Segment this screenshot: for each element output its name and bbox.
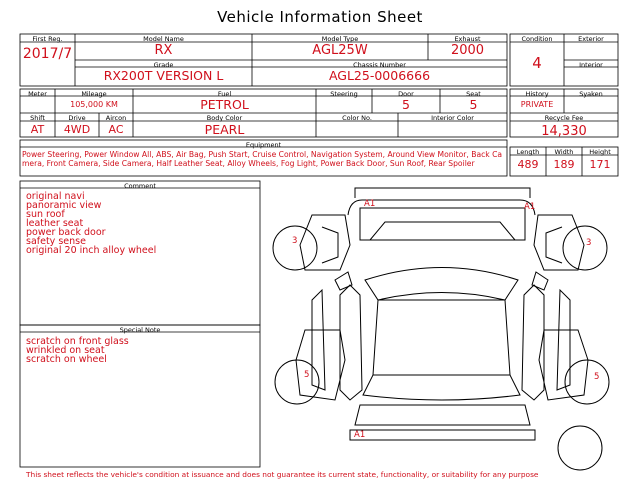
damage-mark-a1-front-left: A1	[364, 199, 376, 209]
body-color-value: PEARL	[204, 122, 245, 137]
chassis-label: Chassis Number	[353, 61, 406, 69]
aircon-label: Aircon	[105, 114, 127, 122]
first-reg-label: First Reg.	[32, 35, 63, 43]
shift-value: AT	[30, 123, 45, 136]
interior-label: Interior	[579, 61, 603, 69]
model-type-label: Model Type	[321, 35, 359, 43]
left-rear-fender	[296, 330, 345, 400]
door-label: Door	[398, 90, 414, 98]
wheel-front-right	[563, 226, 607, 270]
aircon-value: AC	[108, 123, 124, 136]
seat-value: 5	[469, 97, 478, 112]
comment-label: Comment	[124, 182, 156, 190]
damage-mark-wheel-front-left: 3	[292, 236, 298, 246]
model-name-label: Model Name	[143, 35, 184, 43]
damage-mark-wheel-rear-right: 5	[594, 372, 600, 382]
equipment-text: Power Steering, Power Window All, ABS, Air Bag, Push Start, Cruise Control, Navigation System, Around View Monitor, Back Camera, Front Camera, Side Camera, Half Leather Seat, Alloy Wheels, Fog Light, Power Back Door, Sun Roof, Rear Spoiler	[22, 150, 503, 168]
grade-value: RX200T VERSION L	[103, 68, 224, 83]
mileage-label: Mileage	[81, 90, 107, 98]
exhaust-value: 2000	[450, 43, 485, 58]
condition-label: Condition	[521, 35, 553, 43]
first-reg-value: 2017/7	[22, 46, 73, 62]
wheel-front-left	[273, 226, 317, 270]
special-note-label: Special Note	[119, 326, 161, 334]
recycle-fee-label: Recycle Fee	[544, 114, 584, 122]
rear-window-outline	[363, 375, 520, 400]
list-item: scratch on wheel	[26, 354, 107, 365]
list-item: power back door	[26, 227, 106, 238]
right-mirror	[532, 272, 548, 290]
color-no-label: Color No.	[342, 114, 372, 122]
damage-mark-a1-front-right: A1	[524, 202, 536, 212]
shift-label: Shift	[30, 114, 45, 122]
length-label: Length	[516, 148, 540, 156]
drive-value: 4WD	[63, 123, 91, 136]
list-item: sun roof	[26, 209, 65, 220]
door-value: 5	[402, 97, 410, 112]
model-name-value: RX	[154, 43, 173, 58]
seat-label: Seat	[466, 90, 481, 98]
mileage-value: 105,000 KM	[70, 100, 118, 109]
height-label: Height	[589, 148, 611, 156]
interior-color-label: Interior Color	[431, 114, 474, 122]
drive-label: Drive	[68, 114, 86, 122]
rear-hatch-outline	[355, 405, 530, 425]
grade-label: Grade	[153, 61, 174, 69]
history-label: History	[525, 90, 549, 98]
width-label: Width	[554, 148, 574, 156]
roof-outline	[373, 300, 510, 375]
list-item: scratch on front glass	[26, 336, 129, 347]
meter-label: Meter	[28, 90, 47, 98]
history-value: PRIVATE	[520, 100, 554, 109]
rear-bumper-outline	[350, 430, 535, 440]
fuel-value: PETROL	[200, 97, 249, 112]
windshield-outline	[365, 268, 518, 301]
steering-label: Steering	[330, 90, 358, 98]
hood-outline	[360, 208, 525, 240]
spare-wheel	[558, 426, 602, 470]
list-item: original 20 inch alloy wheel	[26, 245, 157, 256]
height-value: 171	[589, 158, 611, 171]
exhaust-label: Exhaust	[454, 35, 481, 43]
recycle-fee-value: 14,330	[541, 124, 587, 139]
body-color-label: Body Color	[206, 114, 243, 122]
list-item: original navi	[26, 191, 85, 202]
footer-disclaimer: This sheet reflects the vehicle's condition at issuance and does not guarantee its current state, functionality, or suitability for any purpose	[26, 470, 539, 479]
list-item: safety sense	[26, 236, 86, 247]
left-side-outline	[340, 285, 362, 400]
left-mirror	[335, 272, 352, 290]
length-value: 489	[517, 158, 539, 171]
list-item: leather seat	[26, 218, 84, 229]
right-rear-fender	[539, 330, 588, 400]
model-type-value: AGL25W	[312, 43, 368, 58]
damage-mark-a1-rear: A1	[354, 430, 366, 440]
list-item: wrinkled on seat	[26, 345, 105, 356]
damage-mark-wheel-rear-left: 5	[304, 370, 310, 380]
syaken-label: Syaken	[579, 90, 603, 98]
right-side-outline	[522, 285, 544, 400]
chassis-value: AGL25-0006666	[328, 68, 431, 83]
fuel-label: Fuel	[217, 90, 232, 98]
front-bumper-outline	[355, 188, 530, 198]
damage-mark-wheel-front-right: 3	[586, 238, 592, 248]
list-item: panoramic view	[26, 200, 102, 211]
equipment-label: Equipment	[245, 141, 282, 149]
exterior-label: Exterior	[578, 35, 604, 43]
sheet-title: Vehicle Information Sheet	[217, 8, 423, 26]
condition-value: 4	[532, 54, 542, 72]
width-value: 189	[553, 158, 575, 171]
